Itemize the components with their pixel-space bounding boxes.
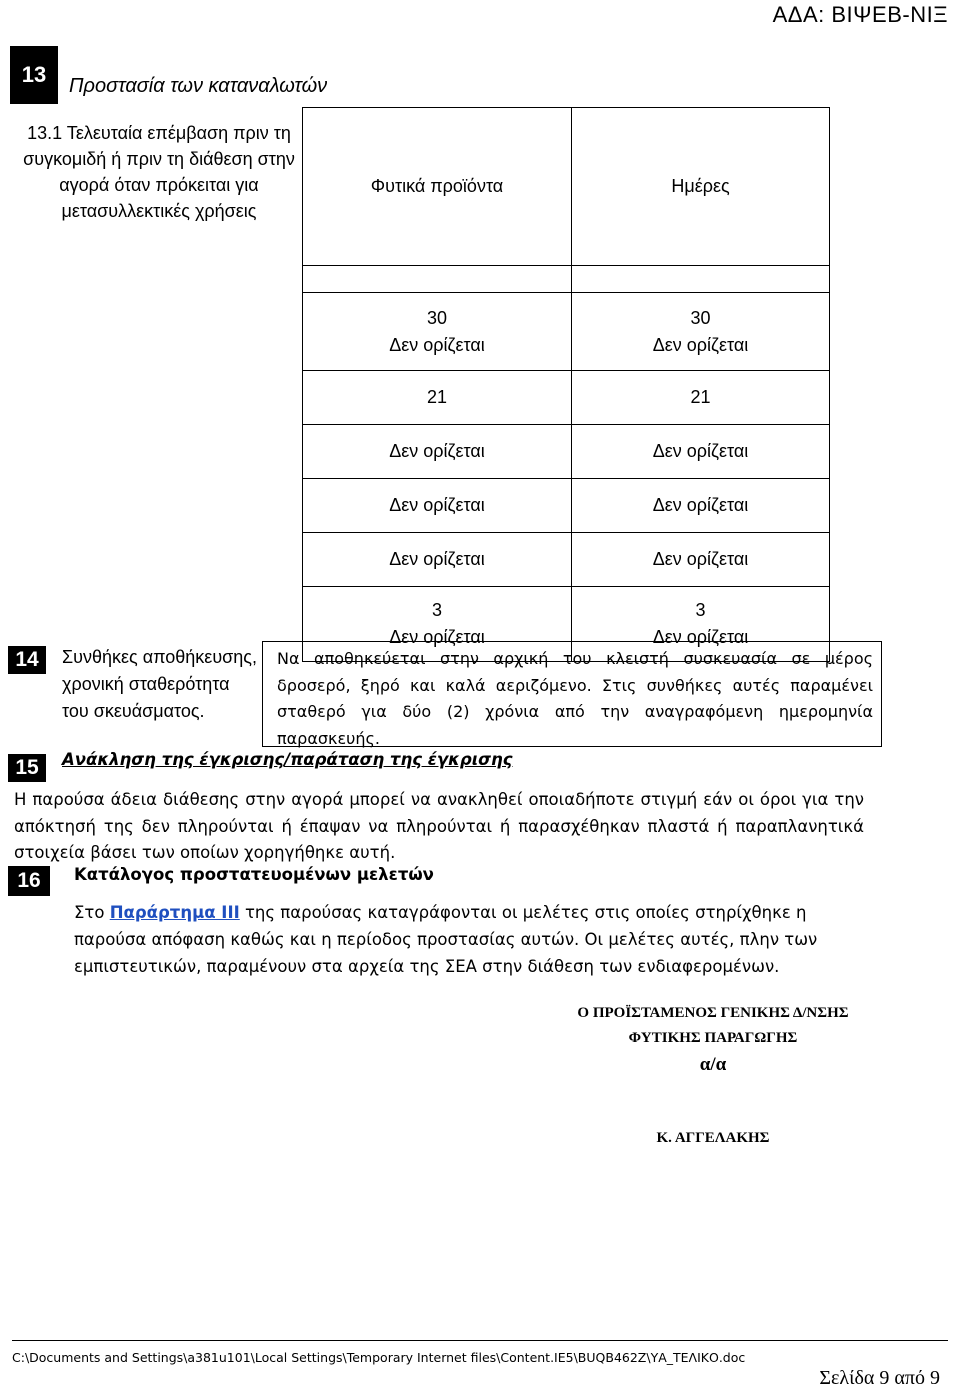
- signatory-title-line-1: Ο ΠΡΟΪΣΤΑΜΕΝΟΣ ΓΕΝΙΚΗΣ Δ/ΝΣΗΣ: [577, 1005, 849, 1021]
- table-header-days: Ημέρες: [572, 108, 830, 266]
- footer-file-path: C:\Documents and Settings\a381u101\Local Settings\Temporary Internet files\Content.IE5\BUQB462Z\ΥΑ_ΤΕΛΙΚΟ.doc: [12, 1350, 746, 1365]
- document-code: ΑΔΑ: ΒΙΨΕΒ-ΝΙΞ: [772, 2, 948, 27]
- section-16-title: Κατάλογος προστατευομένων μελετών: [74, 865, 434, 884]
- annex-iii-link[interactable]: Παράρτημα ΙΙΙ: [109, 903, 240, 922]
- table-cell: [303, 266, 572, 293]
- table-cell: 3 Δεν ορίζεται: [572, 587, 830, 662]
- paragraph-text-end: της παρούσας καταγράφονται οι μελέτες στις οποίες στηρίχθηκε η παρούσα απόφαση καθώς και η περίοδος προστασίας αυτών. Οι μελέτες αυτές, πλην των εμπιστευτικών, παραμένουν στα αρχεία της ΣΕΑ στην διάθεση των ενδιαφερομένων.: [74, 903, 818, 976]
- table-row: [303, 371, 830, 425]
- table-cell: 21: [572, 371, 830, 425]
- table-cell: 3 Δεν ορίζεται: [303, 587, 572, 662]
- signatory-title-line-2: ΦΥΤΙΚΗΣ ΠΑΡΑΓΩΓΗΣ: [628, 1030, 798, 1046]
- table-cell: 30 Δεν ορίζεται: [572, 293, 830, 371]
- phi-table: [302, 107, 830, 662]
- paragraph-text-start: Στο: [74, 903, 110, 922]
- signatory-aa: α/α: [699, 1054, 727, 1075]
- table-row: [303, 293, 830, 371]
- section-15-title: Ανάκληση της έγκρισης/παράταση της έγκρισης: [62, 750, 513, 769]
- table-header-products: Φυτικά προϊόντα: [303, 108, 572, 266]
- table-row: [303, 425, 830, 479]
- protected-studies-paragraph: [74, 899, 834, 980]
- footer-divider: [12, 1340, 948, 1341]
- section-13-number: 13: [10, 46, 58, 104]
- table-row: [303, 266, 830, 293]
- page-number: Σελίδα 9 από 9: [819, 1367, 940, 1389]
- table-cell: 21: [303, 371, 572, 425]
- section-14-label: Συνθήκες αποθήκευσης, χρονική σταθερότητα του σκευάσματος.: [62, 647, 257, 721]
- table-cell: [572, 266, 830, 293]
- table-cell: Δεν ορίζεται: [572, 479, 830, 533]
- signatory-name: Κ. ΑΓΓΕΛΑΚΗΣ: [656, 1130, 770, 1146]
- section-16-number: 16: [8, 866, 50, 896]
- table-cell: 30 Δεν ορίζεται: [303, 293, 572, 371]
- storage-conditions-text: Να αποθηκεύεται στην αρχική του κλειστή συσκευασία σε μέρος δροσερό, ξηρό και καλά αεριζόμενο. Στις συνθήκες αυτές παραμένει σταθερό για δύο (2) χρόνια από την αναγραφόμενη ημερομηνία παρασκευής.: [262, 641, 882, 747]
- table-cell: Δεν ορίζεται: [303, 425, 572, 479]
- table-row: [303, 479, 830, 533]
- section-14-number: 14: [8, 646, 46, 674]
- revocation-paragraph: Η παρούσα άδεια διάθεσης στην αγορά μπορεί να ανακληθεί οποιαδήποτε στιγμή εάν οι όροι για την απόκτησή της δεν πληρούνται ή έπαψαν να πληρούνται ή παρασχέθηκαν πλαστά ή παραπλανητικά στοιχεία βάσει των οποίων χορηγήθηκε αυτή.: [14, 790, 864, 862]
- section-13-1-label: 13.1 Τελευταία επέμβαση πριν τη συγκομιδή ή πριν τη διάθεση στην αγορά όταν πρόκειται για μετασυλλεκτικές χρήσεις: [23, 123, 295, 221]
- table-row: [303, 533, 830, 587]
- section-15-number: 15: [8, 754, 46, 782]
- table-cell: Δεν ορίζεται: [303, 533, 572, 587]
- table-cell: Δεν ορίζεται: [572, 533, 830, 587]
- table-cell: Δεν ορίζεται: [572, 425, 830, 479]
- section-13-title: Προστασία των καταναλωτών: [69, 75, 328, 97]
- table-cell: Δεν ορίζεται: [303, 479, 572, 533]
